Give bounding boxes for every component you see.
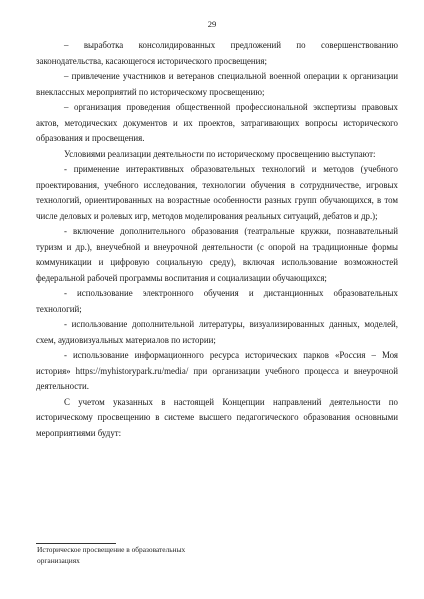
footnote-rule [36,543,116,544]
paragraph-history-park-resource: - использование информационного ресурса исторических парков «Россия – Моя история» https://myhistorypark.ru/media/ при организации учебного процесса и внеурочной деятельности. [36,350,398,391]
footnote: Историческое просвещение в образовательных организациях [37,545,186,565]
paragraph-conditions-intro: Условиями реализации деятельности по историческому просвещению выступают: [64,148,376,159]
paragraph-interactive-technologies: - применение интерактивных образовательных технологий и методов (учебного проектирования, учебного исследования, технологии обучения в сотрудничестве, игровых технологий, ориентированных на возрастные особенности разных групп обучающихся, в том числе деловых и ролевых игр, методов моделирования реальных ситуаций, дебатов и др.); [36,164,398,221]
paragraph-additional-literature: - использование дополнительной литературы, визуализированных данных, моделей, схем, аудиовизуальных материалов по истории; [36,319,398,345]
paragraph-public-expertise: – организация проведения общественной профессиональной экспертизы правовых актов, методических документов и их проектов, затрагивающих вопросы исторического образования и просвещения. [36,102,398,143]
paragraph-main-activities: С учетом указанных в настоящей Концепции направлений деятельности по историческому просвещению в системе высшего педагогического образования основными мероприятиями будут: [36,396,398,438]
page-number: 29 [207,19,217,29]
paragraph-consolidated-proposals: – выработка консолидированных предложений по совершенствованию законодательства, касающегося исторического просвещения; [36,40,398,66]
body-text [36,38,398,441]
paragraph-svo-participants: – привлечение участников и ветеранов специальной военной операции к организации внеклассных мероприятий по историческому просвещению; [36,71,398,97]
paragraph-additional-education: - включение дополнительного образования (театральные кружки, познавательный туризм и др.), внеучебной и внеурочной деятельности (с опорой на традиционные формы коммуникации и цифровую социальную среду), включая использование возможностей федеральной рабочей программы воспитания и социализации обучающихся; [36,226,398,283]
paragraph-e-learning: - использование электронного обучения и дистанционных образовательных технологий; [36,288,398,314]
